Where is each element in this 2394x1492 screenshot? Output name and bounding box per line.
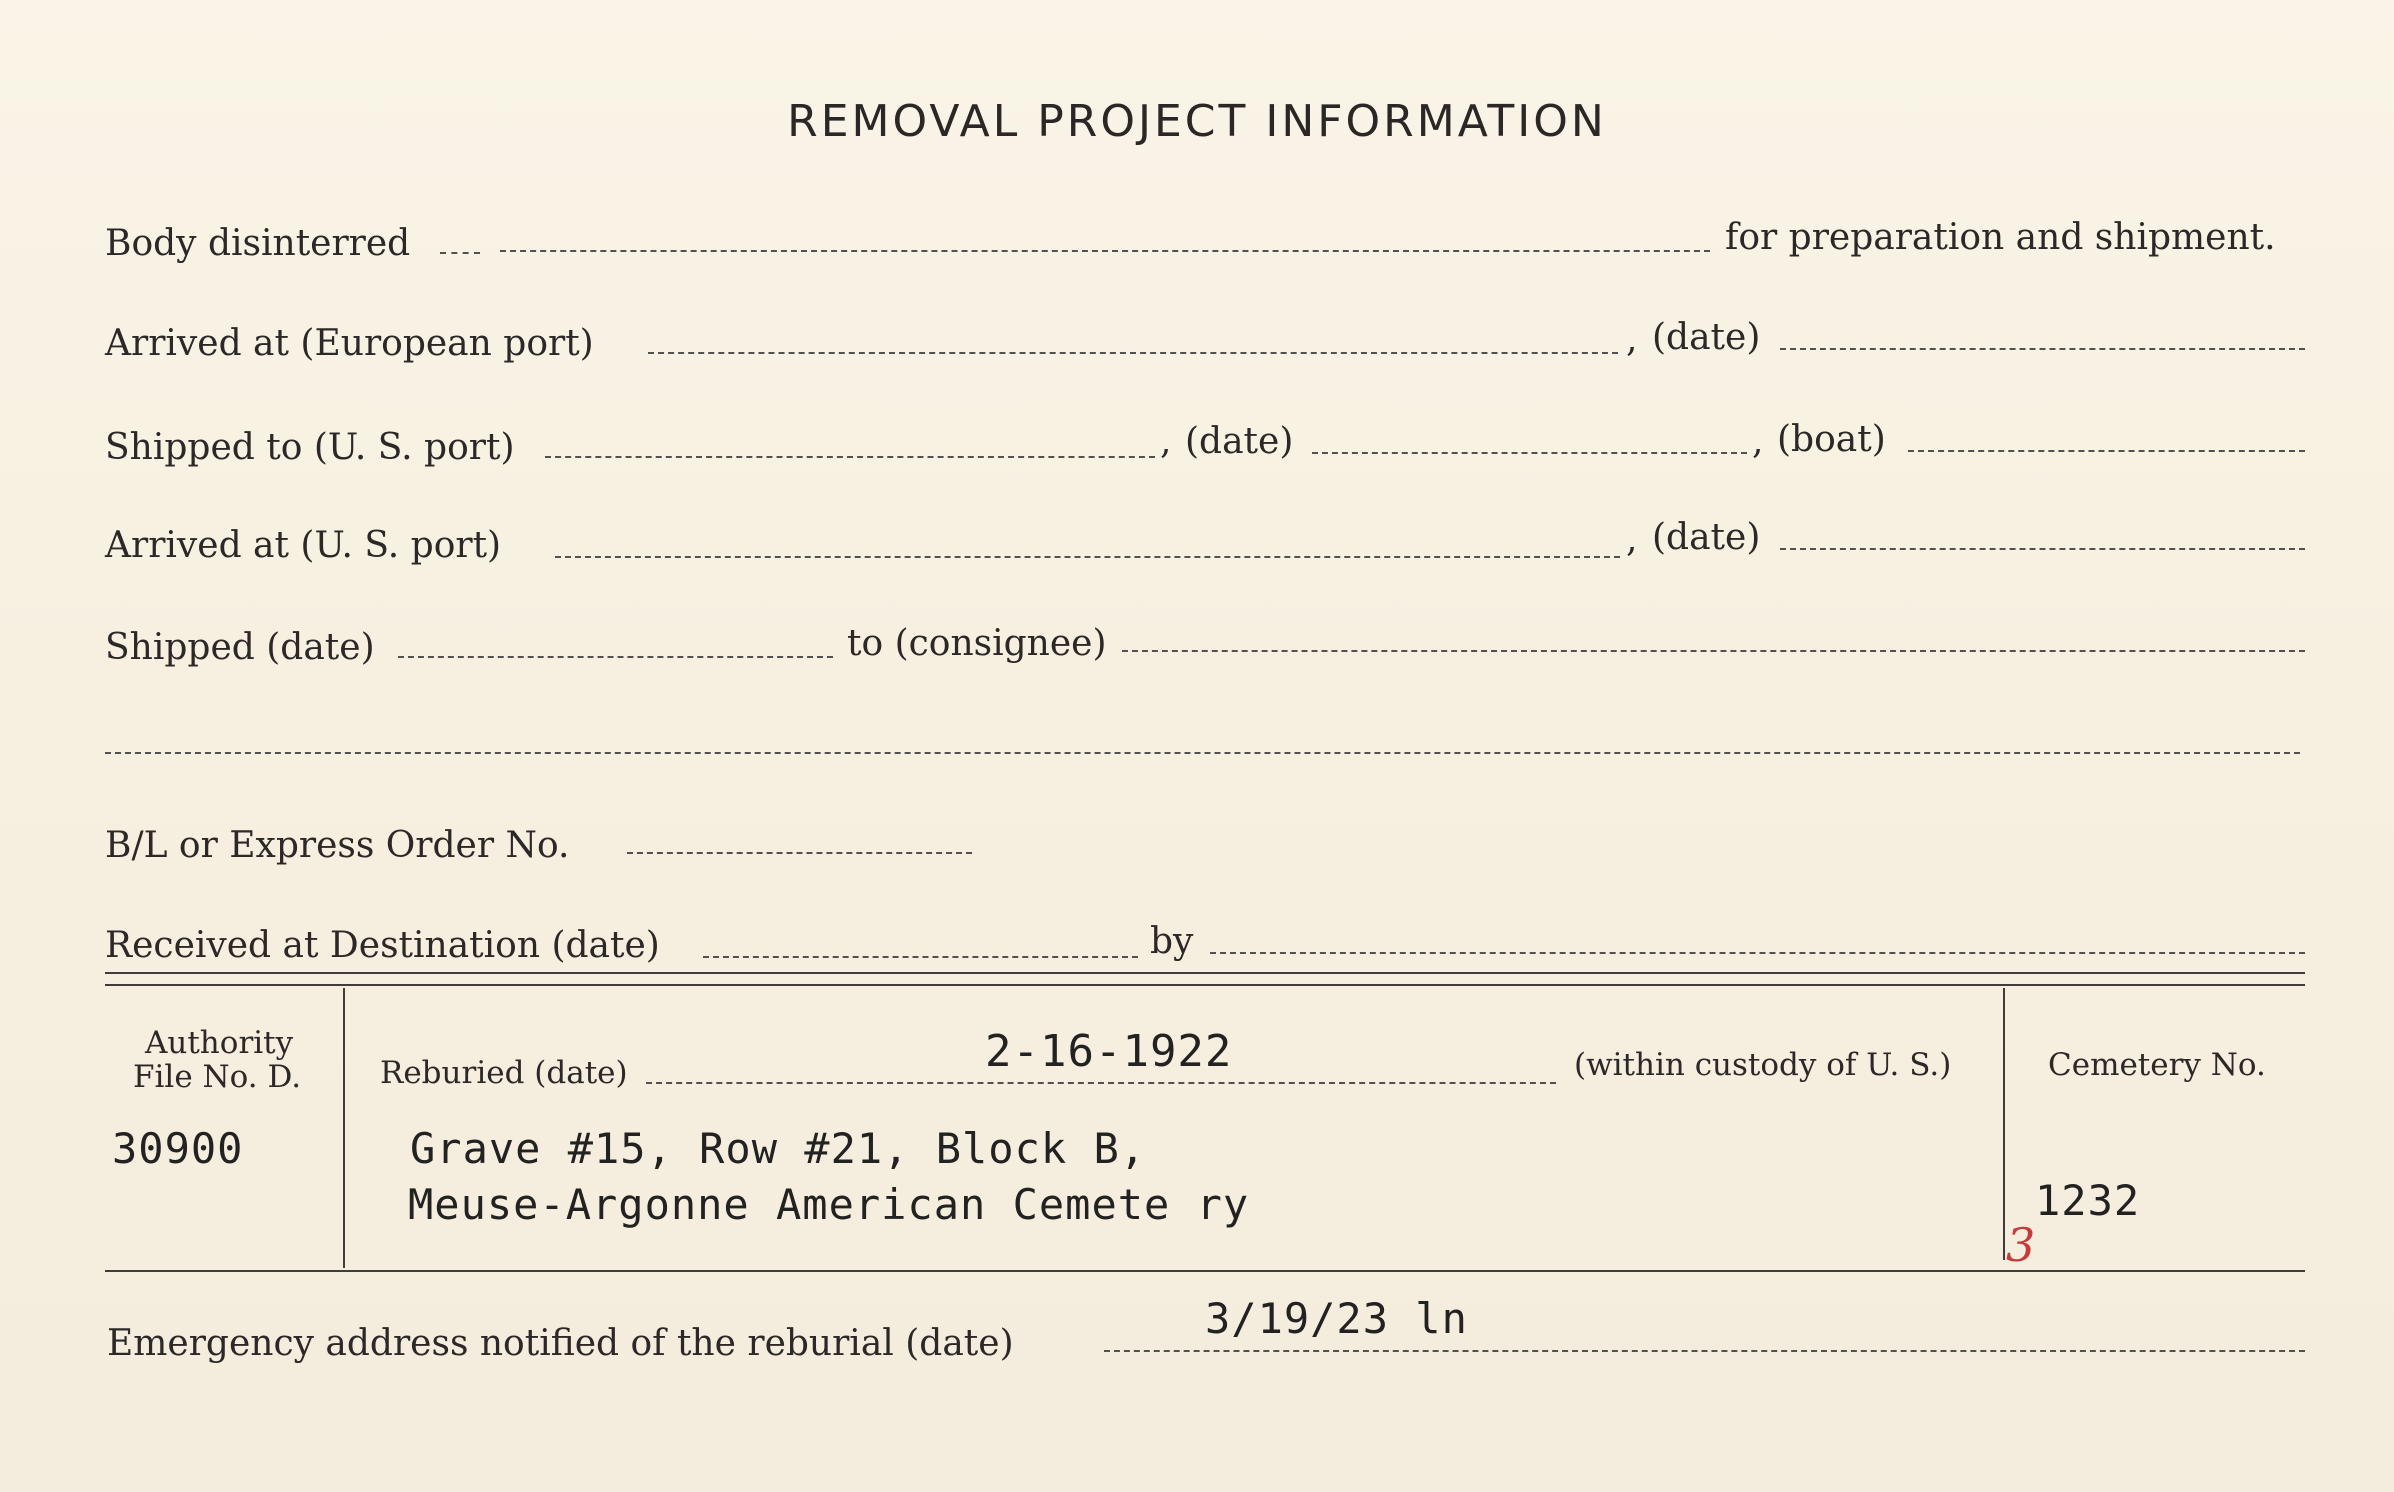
shipped-date-label: Shipped (date) [105, 627, 375, 668]
received-date-line [703, 956, 1138, 958]
authority-label: Authority [145, 1025, 294, 1061]
emergency-address-label: Emergency address notified of the reburial (date) [107, 1323, 1014, 1364]
cemetery-number: 1232 [2035, 1176, 2141, 1225]
for-preparation-label: for preparation and shipment. [1725, 217, 2276, 258]
within-custody-label: (within custody of U. S.) [1574, 1047, 1952, 1083]
column-divider-left [343, 988, 345, 1268]
arrived-european-label: Arrived at (European port) [105, 323, 594, 364]
reburied-date-value: 2-16-1922 [985, 1026, 1233, 1077]
date-label: (date) [1185, 421, 1294, 462]
shipped-date-line [1312, 452, 1747, 454]
notified-date-value: 3/19/23 ln [1205, 1294, 1468, 1343]
date-label: (date) [1652, 517, 1761, 558]
arrived-us-port-label: Arrived at (U. S. port) [105, 525, 502, 566]
boat-line [1908, 450, 2305, 452]
comma: , [1160, 421, 1172, 462]
emergency-date-line [1104, 1350, 2305, 1352]
grave-location-line-1: Grave #15, Row #21, Block B, [410, 1124, 1147, 1173]
by-line [1210, 952, 2305, 954]
bl-express-label: B/L or Express Order No. [105, 825, 570, 866]
boat-label: (boat) [1777, 419, 1886, 460]
file-number: 30900 [112, 1124, 244, 1173]
red-handwritten-mark: 3 [2006, 1218, 2036, 1272]
body-disinterred-line-2 [500, 250, 1710, 252]
rule-bottom [105, 1270, 2305, 1272]
body-disinterred-label: Body disinterred [105, 223, 411, 264]
rule-second [105, 984, 2305, 986]
comma: , [1626, 519, 1638, 560]
consignee-label: to (consignee) [847, 623, 1107, 664]
arrived-us-date-line [1780, 548, 2305, 550]
bl-express-line [627, 852, 972, 854]
arrived-us-port-line [555, 556, 1620, 558]
consignee-line [1122, 650, 2305, 652]
card-title: REMOVAL PROJECT INFORMATION [787, 96, 1607, 147]
date-label: (date) [1652, 317, 1761, 358]
rule-top [105, 972, 2305, 974]
shipped-us-port-label: Shipped to (U. S. port) [105, 427, 515, 468]
by-label: by [1150, 921, 1194, 962]
received-destination-label: Received at Destination (date) [105, 925, 660, 966]
reburied-date-label: Reburied (date) [380, 1055, 628, 1091]
comma: , [1626, 319, 1638, 360]
file-no-label: File No. D. [133, 1059, 302, 1095]
cemetery-no-label: Cemetery No. [2048, 1047, 2266, 1083]
reburied-date-line [646, 1082, 1556, 1084]
shipped-date-line [398, 656, 833, 658]
blank-line [105, 752, 2300, 754]
comma: , [1752, 421, 1764, 462]
body-disinterred-line [440, 252, 480, 254]
column-divider-right [2003, 988, 2005, 1260]
grave-location-line-2: Meuse-Argonne American Cemete ry [408, 1180, 1250, 1229]
arrived-european-date-line [1780, 348, 2305, 350]
arrived-european-line [648, 352, 1618, 354]
shipped-us-port-line [545, 456, 1155, 458]
